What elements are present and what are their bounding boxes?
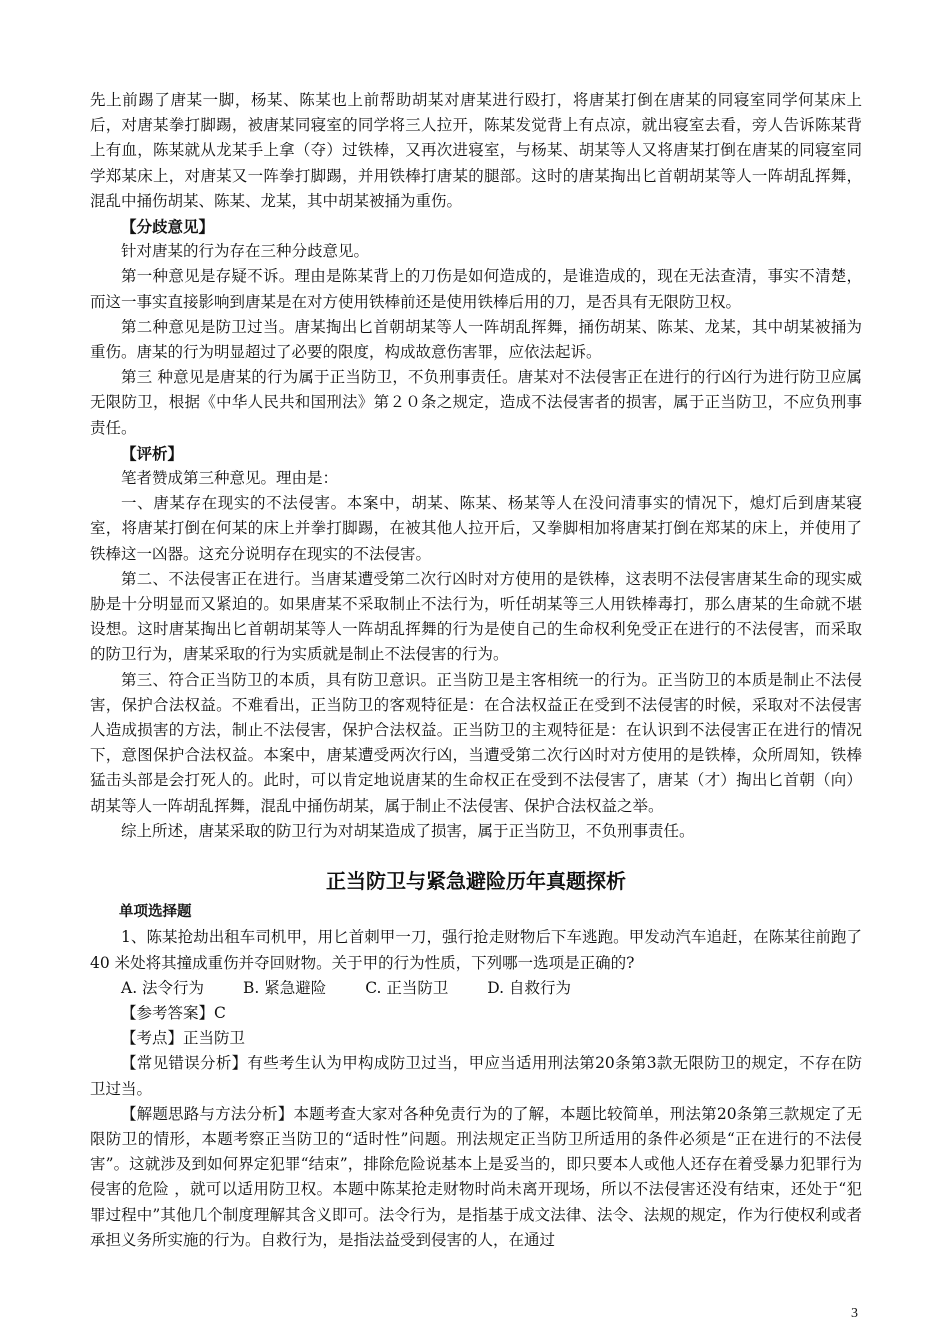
- reference-answer: 【参考答案】C: [121, 1003, 226, 1022]
- document-body: [90, 88, 862, 1253]
- disagreement-paragraph: 针对唐某的行为存在三种分歧意见。: [121, 242, 370, 261]
- analysis-paragraph: 第二、不法侵害正在进行。当唐某遭受第二次行凶时对方使用的是铁棒，这表明不法侵害唐某生命的现实威胁是十分明显而又紧迫的。如果唐某不采取制止不法行为，听任胡某等三人用铁棒毒打，那么唐某的生命就不堪设想。这时唐某掏出匕首朝胡某等人一阵胡乱挥舞的行为是使自己的生命权利免受正在进行的不法侵害，而采取的防卫行为，唐某采取的行为实质就是制止不法侵害的行为。: [90, 569, 862, 664]
- analysis-paragraph: 一、唐某存在现实的不法侵害。本案中，胡某、陈某、杨某等人在没问清事实的情况下，熄灯后到唐某寝室，将唐某打倒在何某的床上并拳打脚踢，在被其他人拉开后，又拳脚相加将唐某打倒在郑某的床上，并使用了铁棒这一凶器。这充分说明存在现实的不法侵害。: [90, 494, 862, 563]
- option-a: A. 法令行为: [121, 978, 205, 997]
- option-c: C. 正当防卫: [365, 978, 449, 997]
- section-title: 正当防卫与紧急避险历年真题探析: [326, 869, 626, 894]
- exam-point: 【考点】正当防卫: [121, 1029, 246, 1048]
- disagreement-paragraph: 第一种意见是存疑不诉。理由是陈某背上的刀伤是如何造成的，是谁造成的，现在无法查清，事实不清楚，而这一事实直接影响到唐某是在对方使用铁棒前还是使用铁棒后用的刀，是否具有无限防卫权。: [90, 267, 862, 311]
- option-d: D. 自救行为: [487, 978, 572, 997]
- analysis-heading: 【评析】: [121, 443, 184, 463]
- answer-options: [90, 976, 862, 1001]
- disagreement-heading: 【分歧意见】: [121, 217, 215, 237]
- question-text: 1、陈某抢劫出租车司机甲，用匕首刺甲一刀，强行抢走财物后下车逃跑。甲发动汽车追赶，在陈某往前跑了 40 米处将其撞成重伤并夺回财物。关于甲的行为性质，下列哪一选项是正确的?: [90, 928, 862, 972]
- option-b: B. 紧急避险: [243, 978, 327, 997]
- analysis-paragraph: 综上所述，唐某采取的防卫行为对胡某造成了损害，属于正当防卫，不负刑事责任。: [121, 821, 695, 840]
- analysis-paragraph: 第三、符合正当防卫的本质，具有防卫意识。正当防卫是主客相统一的行为。正当防卫的本质是制止不法侵害，保护合法权益。不难看出，正当防卫的客观特征是：在合法权益正在受到不法侵害的时候，采取对不法侵害人造成损害的方法，制止不法侵害，保护合法权益。正当防卫的主观特征是：在认识到不法侵害正在进行的情况下，意图保护合法权益。本案中，唐某遭受两次行凶，当遭受第二次行凶时对方使用的是铁棒，众所周知，铁棒猛击头部是会打死人的。此时，可以肯定地说唐某的生命权正在受到不法侵害了，唐某（才）掏出匕首朝（向）胡某等人一阵胡乱挥舞，混乱中捅伤胡某，属于制止不法侵害、保护合法权益之举。: [90, 670, 862, 815]
- analysis-paragraph: 笔者赞成第三种意见。理由是：: [121, 469, 339, 488]
- question-type-heading: 单项选择题: [119, 904, 192, 921]
- common-errors: 【常见错误分析】有些考生认为甲构成防卫过当，甲应当适用刑法第20条第3款无限防卫的规定，不存在防卫过当。: [90, 1054, 862, 1098]
- page-number: 3: [851, 1306, 858, 1321]
- disagreement-paragraph: 第三 种意见是唐某的行为属于正当防卫，不负刑事责任。唐某对不法侵害正在进行的行凶行为进行防卫应属无限防卫，根据《中华人民共和国刑法》第２０条之规定，造成不法侵害者的损害，属于正当防卫，不应负刑事责任。: [90, 368, 862, 437]
- solution-method: 【解题思路与方法分析】本题考查大家对各种免责行为的了解，本题比较简单，刑法第20条第三款规定了无限防卫的情形，本题考察正当防卫的“适时性”问题。刑法规定正当防卫所适用的条件必须是“正在进行的不法侵害”。这就涉及到如何界定犯罪“结束”，排除危险说基本上是妥当的，即只要本人或他人还存在着受暴力犯罪行为侵害的危险 ，就可以适用防卫权。本题中陈某抢走财物时尚未离开现场，所以不法侵害还没有结束，还处于“犯罪过程中”其他几个制度理解其含义即可。法令行为，是指基于成文法律、法令、法规的规定，作为行使权利或者承担义务所实施的行为。自救行为，是指法益受到侵害的人，在通过: [90, 1104, 862, 1249]
- case-paragraph: 先上前踢了唐某一脚，杨某、陈某也上前帮助胡某对唐某进行殴打，将唐某打倒在唐某的同寝室同学何某床上后，对唐某拳打脚踢，被唐某同寝室的同学将三人拉开，陈某发觉背上有点凉，就出寝室去看，旁人告诉陈某背上有血，陈某就从龙某手上拿（夺）过铁棒，又再次进寝室，与杨某、胡某等人又将唐某打倒在唐某的同寝室同学郑某床上，对唐某又一阵拳打脚踢，并用铁棒打唐某的腿部。这时的唐某掏出匕首朝胡某等人一阵胡乱挥舞，混乱中捅伤胡某、陈某、龙某，其中胡某被捅为重伤。: [90, 91, 862, 210]
- disagreement-paragraph: 第二种意见是防卫过当。唐某掏出匕首朝胡某等人一阵胡乱挥舞，捅伤胡某、陈某、龙某，其中胡某被捅为重伤。唐某的行为明显超过了必要的限度，构成故意伤害罪，应依法起诉。: [90, 317, 862, 362]
